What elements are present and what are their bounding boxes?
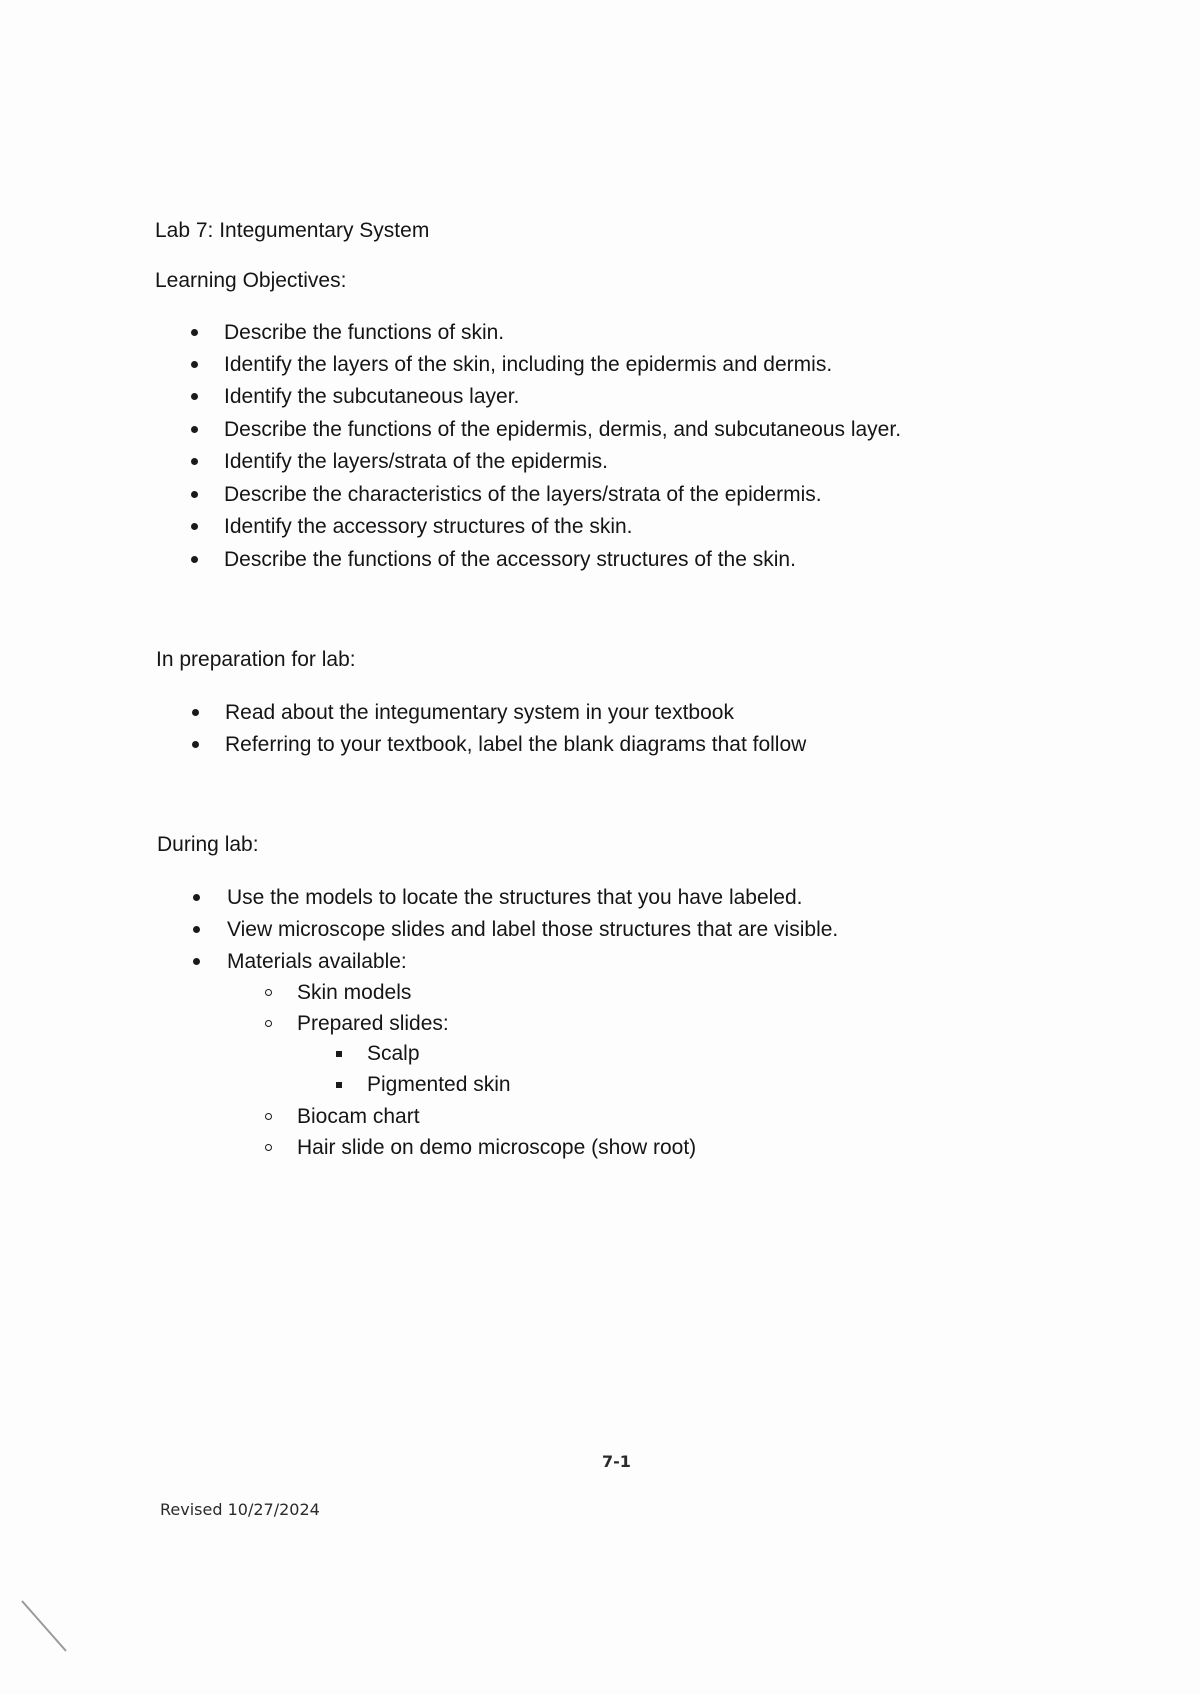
- slide-item: Scalp: [367, 1042, 420, 1065]
- objective-item: Describe the functions of skin.: [224, 321, 505, 344]
- preparation-item: Referring to your textbook, label the blank diagrams that follow: [225, 733, 807, 756]
- during-item: Materials available:: [227, 950, 407, 973]
- material-item: Hair slide on demo microscope (show root): [297, 1136, 697, 1159]
- objectives-heading: Learning Objectives:: [155, 269, 347, 292]
- during-item: View microscope slides and label those structures that are visible.: [227, 918, 839, 941]
- objective-item: Identify the layers/strata of the epidermis.: [224, 450, 609, 473]
- objective-item: Describe the functions of the accessory structures of the skin.: [224, 548, 796, 571]
- objective-item: Identify the layers of the skin, including the epidermis and dermis.: [224, 353, 833, 376]
- objective-item: Identify the accessory structures of the skin.: [224, 515, 633, 538]
- scan-line: [22, 1601, 66, 1651]
- preparation-item: Read about the integumentary system in your textbook: [225, 701, 734, 724]
- objective-item: Identify the subcutaneous layer.: [224, 385, 520, 408]
- objective-item: Describe the characteristics of the layers/strata of the epidermis.: [224, 483, 822, 506]
- slide-item: Pigmented skin: [367, 1073, 511, 1096]
- page-number: 7-1: [602, 1452, 631, 1471]
- objective-item: Describe the functions of the epidermis, dermis, and subcutaneous layer.: [224, 418, 902, 441]
- material-item: Skin models: [297, 981, 412, 1004]
- during-item: Use the models to locate the structures that you have labeled.: [227, 886, 803, 909]
- material-item: Biocam chart: [297, 1105, 420, 1128]
- revised-date: Revised 10/27/2024: [160, 1500, 320, 1519]
- lab-title: Lab 7: Integumentary System: [155, 219, 430, 242]
- during-heading: During lab:: [157, 833, 259, 856]
- preparation-heading: In preparation for lab:: [156, 648, 356, 671]
- material-item: Prepared slides:: [297, 1012, 449, 1035]
